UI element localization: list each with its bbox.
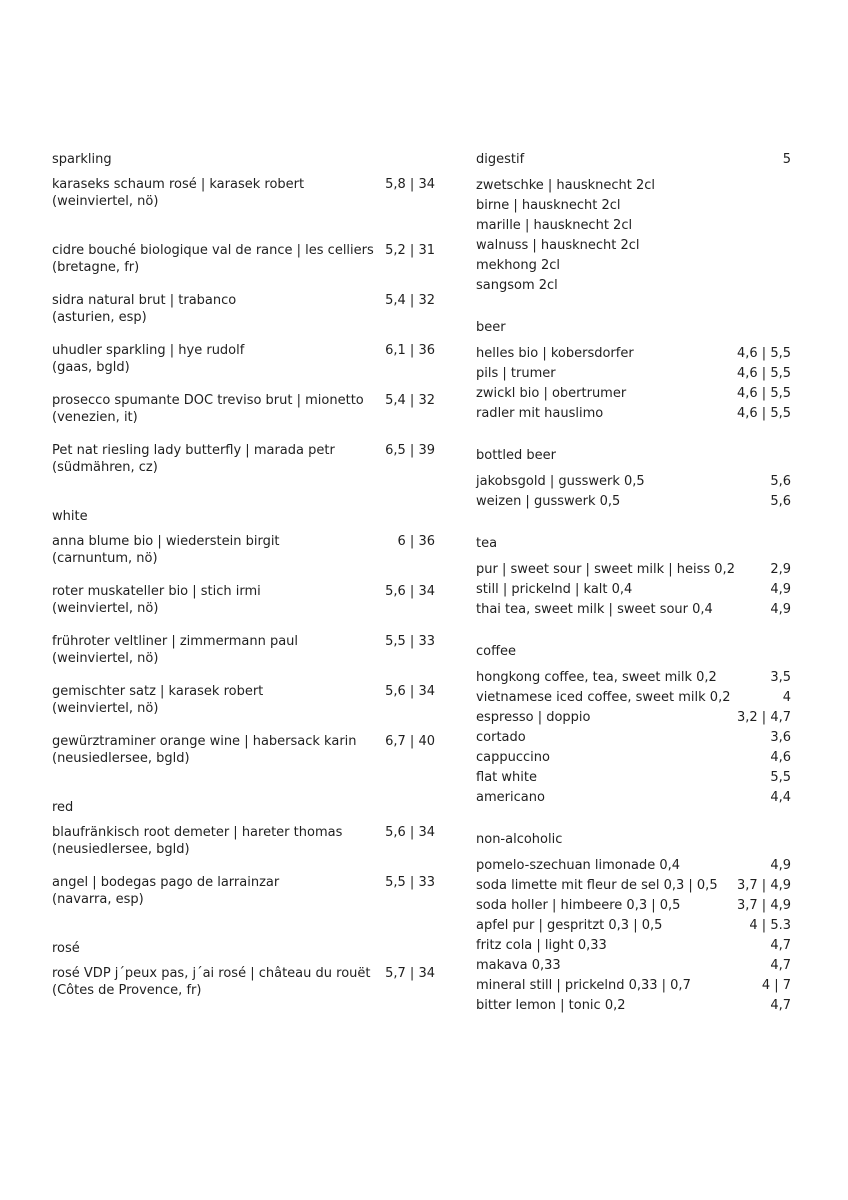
item-origin: (weinviertel, nö) — [52, 651, 159, 666]
item-name: sidra natural brut | trabanco — [52, 293, 237, 308]
item-name: birne | hausknecht 2cl — [476, 198, 621, 213]
item-price: 5,8 | 34 — [385, 177, 435, 192]
item-price: 5,6 — [770, 494, 791, 509]
item-name: pils | trumer — [476, 366, 556, 381]
item-price: 4,6 — [770, 750, 791, 765]
item-price: 3,5 — [770, 670, 791, 685]
menu-item — [476, 176, 791, 196]
menu-item — [476, 996, 791, 1016]
item-name: espresso | doppio — [476, 710, 591, 725]
item-price: 6,1 | 36 — [385, 343, 435, 358]
item-price: 4 | 7 — [761, 978, 791, 993]
menu-item — [476, 976, 791, 996]
item-name: walnuss | hausknecht 2cl — [476, 238, 640, 253]
item-name: pomelo-szechuan limonade 0,4 — [476, 858, 681, 873]
item-price: 5,6 | 34 — [385, 584, 435, 599]
item-name: pur | sweet sour | sweet milk | heiss 0,2 — [476, 562, 735, 577]
menu-item — [476, 668, 791, 688]
section-header — [52, 151, 435, 168]
item-name: Pet nat riesling lady butterfly | marada petr — [52, 443, 335, 458]
menu-item — [476, 472, 791, 492]
section-header — [476, 535, 791, 552]
section-tea — [476, 535, 791, 620]
item-name: helles bio | kobersdorfer — [476, 346, 634, 361]
menu-item — [476, 256, 791, 276]
item-name: makava 0,33 — [476, 958, 561, 973]
item-price: 4,7 — [770, 938, 791, 953]
menu-item — [476, 956, 791, 976]
section-red — [52, 799, 435, 908]
item-name: apfel pur | gespritzt 0,3 | 0,5 — [476, 918, 663, 933]
item-origin: (Côtes de Provence, fr) — [52, 983, 202, 998]
menu-item — [476, 216, 791, 236]
item-name: gewürztraminer orange wine | habersack karin — [52, 734, 357, 749]
section-title: sparkling — [52, 152, 112, 167]
item-price: 6 | 36 — [397, 534, 435, 549]
item-name: cappuccino — [476, 750, 550, 765]
item-name: karaseks schaum rosé | karasek robert — [52, 177, 305, 192]
item-name: mekhong 2cl — [476, 258, 561, 273]
item-origin: (bretagne, fr) — [52, 260, 140, 275]
item-price: 4,4 — [770, 790, 791, 805]
section-header — [52, 799, 435, 816]
item-price: 5,6 | 34 — [385, 825, 435, 840]
item-origin: (weinviertel, nö) — [52, 194, 159, 209]
section-title: bottled beer — [476, 448, 556, 463]
item-name: angel | bodegas pago de larrainzar — [52, 875, 280, 890]
wine-column — [52, 151, 435, 999]
section-price: 5 — [782, 152, 791, 167]
item-price: 4,6 | 5,5 — [737, 366, 791, 381]
item-name: vietnamese iced coffee, sweet milk 0,2 — [476, 690, 731, 705]
section-title: digestif — [476, 152, 525, 167]
menu-item — [52, 874, 435, 908]
item-price: 3,2 | 4,7 — [737, 710, 791, 725]
item-price: 5,5 | 33 — [385, 875, 435, 890]
item-name: radler mit hauslimo — [476, 406, 604, 421]
item-origin: (neusiedlersee, bgld) — [52, 842, 190, 857]
section-bottled-beer — [476, 447, 791, 512]
item-name: bitter lemon | tonic 0,2 — [476, 998, 626, 1013]
menu-item — [52, 683, 435, 717]
item-price: 6,5 | 39 — [385, 443, 435, 458]
section-title: rosé — [52, 941, 80, 956]
item-price: 4,9 — [770, 858, 791, 873]
section-sparkling — [52, 151, 435, 476]
item-name: cidre bouché biologique val de rance | les celliers — [52, 243, 374, 258]
item-origin: (weinviertel, nö) — [52, 701, 159, 716]
item-price: 2,9 — [770, 562, 791, 577]
item-price: 5,2 | 31 — [385, 243, 435, 258]
item-name: marille | hausknecht 2cl — [476, 218, 633, 233]
item-name: gemischter satz | karasek robert — [52, 684, 264, 699]
item-name: uhudler sparkling | hye rudolf — [52, 343, 245, 358]
menu-item — [52, 824, 435, 858]
item-name: hongkong coffee, tea, sweet milk 0,2 — [476, 670, 717, 685]
menu-item — [476, 936, 791, 956]
menu-item — [476, 196, 791, 216]
item-price: 4,9 — [770, 602, 791, 617]
item-price: 4,6 | 5,5 — [737, 406, 791, 421]
menu-item — [476, 560, 791, 580]
item-name: weizen | gusswerk 0,5 — [476, 494, 621, 509]
section-title: beer — [476, 320, 506, 335]
section-title: non-alcoholic — [476, 832, 563, 847]
item-origin: (weinviertel, nö) — [52, 601, 159, 616]
menu-item — [476, 236, 791, 256]
menu-item — [476, 492, 791, 512]
item-price: 4,9 — [770, 582, 791, 597]
item-price: 4,6 | 5,5 — [737, 346, 791, 361]
item-name: jakobsgold | gusswerk 0,5 — [476, 474, 645, 489]
item-price: 3,7 | 4,9 — [737, 878, 791, 893]
menu-item — [52, 242, 435, 276]
section-title: tea — [476, 536, 498, 551]
item-origin: (asturien, esp) — [52, 310, 147, 325]
item-price: 4,6 | 5,5 — [737, 386, 791, 401]
menu-item — [52, 583, 435, 617]
section-non-alcoholic — [476, 831, 791, 1016]
item-origin: (südmähren, cz) — [52, 460, 158, 475]
item-price: 3,7 | 4,9 — [737, 898, 791, 913]
section-header — [476, 447, 791, 464]
menu-item — [52, 342, 435, 376]
item-price: 4 | 5.3 — [749, 918, 791, 933]
menu-item — [476, 896, 791, 916]
menu-item — [476, 688, 791, 708]
item-price: 5,5 | 33 — [385, 634, 435, 649]
item-name: blaufränkisch root demeter | hareter thomas — [52, 825, 343, 840]
item-origin: (neusiedlersee, bgld) — [52, 751, 190, 766]
drinks-column — [476, 151, 791, 1016]
menu-item — [476, 768, 791, 788]
menu-item — [476, 788, 791, 808]
menu-item — [476, 344, 791, 364]
item-name: zwickl bio | obertrumer — [476, 386, 627, 401]
item-price: 5,4 | 32 — [385, 293, 435, 308]
section-title: white — [52, 509, 88, 524]
item-name: soda holler | himbeere 0,3 | 0,5 — [476, 898, 681, 913]
section-header — [476, 643, 791, 660]
menu-item — [476, 364, 791, 384]
item-name: roter muskateller bio | stich irmi — [52, 584, 261, 599]
item-price: 4,7 — [770, 998, 791, 1013]
menu-item — [476, 708, 791, 728]
item-name: zwetschke | hausknecht 2cl — [476, 178, 656, 193]
section-coffee — [476, 643, 791, 808]
section-digestif — [476, 151, 791, 296]
menu-item — [476, 404, 791, 424]
menu-item — [52, 392, 435, 426]
item-name: frühroter veltliner | zimmermann paul — [52, 634, 299, 649]
section-title: red — [52, 800, 74, 815]
item-price: 4,7 — [770, 958, 791, 973]
section-beer — [476, 319, 791, 424]
section-header — [476, 831, 791, 848]
item-price: 5,6 — [770, 474, 791, 489]
item-name: rosé VDP j´peux pas, j´ai rosé | château du rouët — [52, 966, 371, 981]
item-price: 3,6 — [770, 730, 791, 745]
menu-item — [476, 876, 791, 896]
section-white — [52, 508, 435, 767]
item-name: flat white — [476, 770, 537, 785]
item-name: mineral still | prickelnd 0,33 | 0,7 — [476, 978, 691, 993]
menu-item — [52, 733, 435, 767]
item-name: soda limette mit fleur de sel 0,3 | 0,5 — [476, 878, 718, 893]
menu-item — [476, 728, 791, 748]
section-header — [52, 940, 435, 957]
menu-item — [52, 965, 435, 999]
menu-item — [52, 533, 435, 567]
item-name: still | prickelnd | kalt 0,4 — [476, 582, 633, 597]
menu-item — [476, 384, 791, 404]
item-origin: (carnuntum, nö) — [52, 551, 158, 566]
item-name: thai tea, sweet milk | sweet sour 0,4 — [476, 602, 713, 617]
menu-item — [476, 600, 791, 620]
menu-item — [476, 916, 791, 936]
item-price: 5,5 — [770, 770, 791, 785]
item-origin: (navarra, esp) — [52, 892, 144, 907]
section-rose — [52, 940, 435, 999]
item-price: 6,7 | 40 — [385, 734, 435, 749]
section-header — [52, 508, 435, 525]
item-name: cortado — [476, 730, 526, 745]
item-price: 4 — [782, 690, 791, 705]
section-title: coffee — [476, 644, 517, 659]
menu-item — [52, 442, 435, 476]
menu-item — [52, 292, 435, 326]
menu-item — [476, 276, 791, 296]
item-price: 5,6 | 34 — [385, 684, 435, 699]
item-name: sangsom 2cl — [476, 278, 558, 293]
item-name: anna blume bio | wiederstein birgit — [52, 534, 280, 549]
item-name: americano — [476, 790, 545, 805]
menu-item — [476, 748, 791, 768]
item-origin: (venezien, it) — [52, 410, 138, 425]
item-price: 5,7 | 34 — [385, 966, 435, 981]
item-name: fritz cola | light 0,33 — [476, 938, 607, 953]
item-name: prosecco spumante DOC treviso brut | mionetto — [52, 393, 364, 408]
menu-item — [476, 580, 791, 600]
item-price: 5,4 | 32 — [385, 393, 435, 408]
menu-item — [52, 176, 435, 210]
item-origin: (gaas, bgld) — [52, 360, 130, 375]
menu-item — [476, 856, 791, 876]
menu-item — [52, 633, 435, 667]
section-header — [476, 319, 791, 336]
section-header — [476, 151, 791, 168]
